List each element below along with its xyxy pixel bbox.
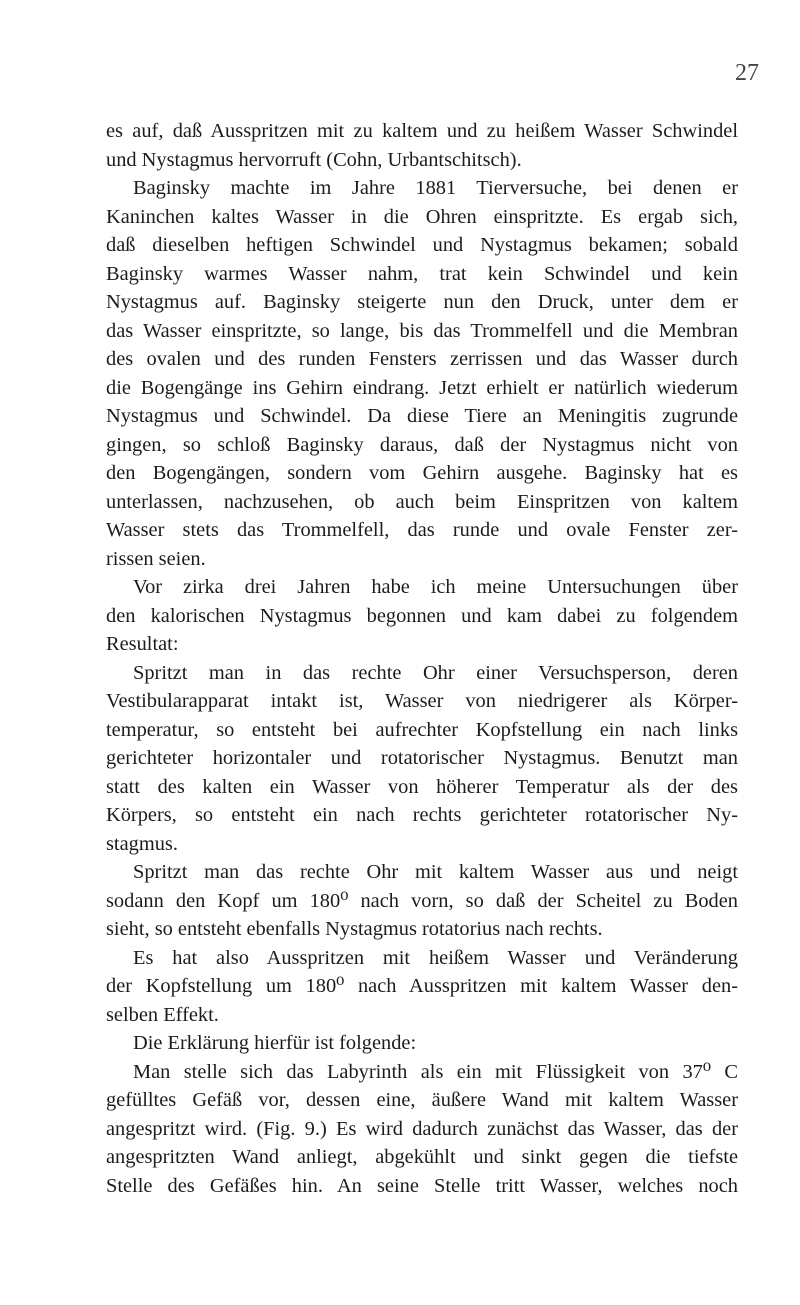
text-line: Es hat also Ausspritzen mit heißem Wasser und Veränderung <box>133 946 738 969</box>
text-line: Stelle des Gefäßes hin. An seine Stelle tritt Wasser, welches noch <box>106 1174 738 1197</box>
text-line: sieht, so entsteht ebenfalls Nystagmus rotatorius nach rechts. <box>106 918 603 940</box>
text-line: Kaninchen kaltes Wasser in die Ohren einspritzte. Es ergab sich, <box>106 205 738 228</box>
text-line: gefülltes Gefäß vor, dessen eine, äußere Wand mit kaltem Wasser <box>106 1089 738 1111</box>
text-line: Baginsky machte im Jahre 1881 Tierversuche, bei denen er <box>133 177 738 199</box>
text-line: temperatur, so entsteht bei aufrechter Kopfstellung ein nach links <box>106 718 738 741</box>
text-line: die Bogengänge ins Gehirn eindrang. Jetzt erhielt er natürlich wiederum <box>106 376 738 399</box>
text-line: angespritzten Wand anliegt, abgekühlt und sinkt gegen die tiefste <box>106 1146 738 1168</box>
text-line: und Nystagmus hervorruft (Cohn, Urbantschitsch). <box>106 148 522 171</box>
text-line: Körpers, so entsteht ein nach rechts gerichteter rotatorischer Ny- <box>106 804 738 826</box>
text-line: Baginsky warmes Wasser nahm, trat kein Schwindel und kein <box>106 262 738 285</box>
text-line: des ovalen und des runden Fensters zerrissen und das Wasser durch <box>106 348 738 370</box>
text-line: Nystagmus und Schwindel. Da diese Tiere an Meningitis zugrunde <box>106 405 738 427</box>
text-line: Spritzt man das rechte Ohr mit kaltem Wasser aus und neigt <box>133 861 738 883</box>
text-line: daß dieselben heftigen Schwindel und Nystagmus bekamen; sobald <box>106 234 738 256</box>
text-line: Wasser stets das Trommelfell, das runde und ovale Fenster zer- <box>106 519 738 541</box>
text-line: stagmus. <box>106 832 178 855</box>
text-line: angespritzt wird. (Fig. 9.) Es wird dadurch zunächst das Wasser, das der <box>106 1117 738 1140</box>
text-line: den kalorischen Nystagmus begonnen und kam dabei zu folgendem <box>106 604 738 627</box>
text-line: das Wasser einspritzte, so lange, bis das Trommelfell und die Membran <box>106 319 738 342</box>
text-line: den Bogengängen, sondern vom Gehirn ausgehe. Baginsky hat es <box>106 462 738 484</box>
text-line: selben Effekt. <box>106 1003 219 1026</box>
text-line: Vor zirka drei Jahren habe ich meine Untersuchungen über <box>133 576 738 598</box>
text-line: Die Erklärung hierfür ist folgende: <box>133 1032 417 1054</box>
text-line: statt des kalten ein Wasser von höherer Temperatur als der des <box>106 775 738 798</box>
text-line: Man stelle sich das Labyrinth als ein mit Flüssigkeit von 37⁰ C <box>133 1060 738 1083</box>
text-line: unterlassen, nachzusehen, ob auch beim Einspritzen von kaltem <box>106 490 738 513</box>
body-text <box>106 117 738 1200</box>
text-line: gingen, so schloß Baginsky daraus, daß der Nystagmus nicht von <box>106 433 738 456</box>
text-line: der Kopfstellung um 180⁰ nach Ausspritzen mit kaltem Wasser den- <box>106 975 738 997</box>
page-number: 27 <box>735 60 759 86</box>
text-line: Nystagmus auf. Baginsky steigerte nun den Druck, unter dem er <box>106 291 738 313</box>
text-line: Resultat: <box>106 633 179 655</box>
text-line: Spritzt man in das rechte Ohr einer Versuchsperson, deren <box>133 661 738 684</box>
text-line: es auf, daß Ausspritzen mit zu kaltem und zu heißem Wasser Schwindel <box>106 120 738 142</box>
text-line: sodann den Kopf um 180⁰ nach vorn, so daß der Scheitel zu Boden <box>106 889 738 912</box>
text-line: rissen seien. <box>106 547 206 570</box>
text-line: gerichteter horizontaler und rotatorischer Nystagmus. Benutzt man <box>106 747 738 769</box>
text-line: Vestibularapparat intakt ist, Wasser von niedrigerer als Körper- <box>106 690 738 712</box>
